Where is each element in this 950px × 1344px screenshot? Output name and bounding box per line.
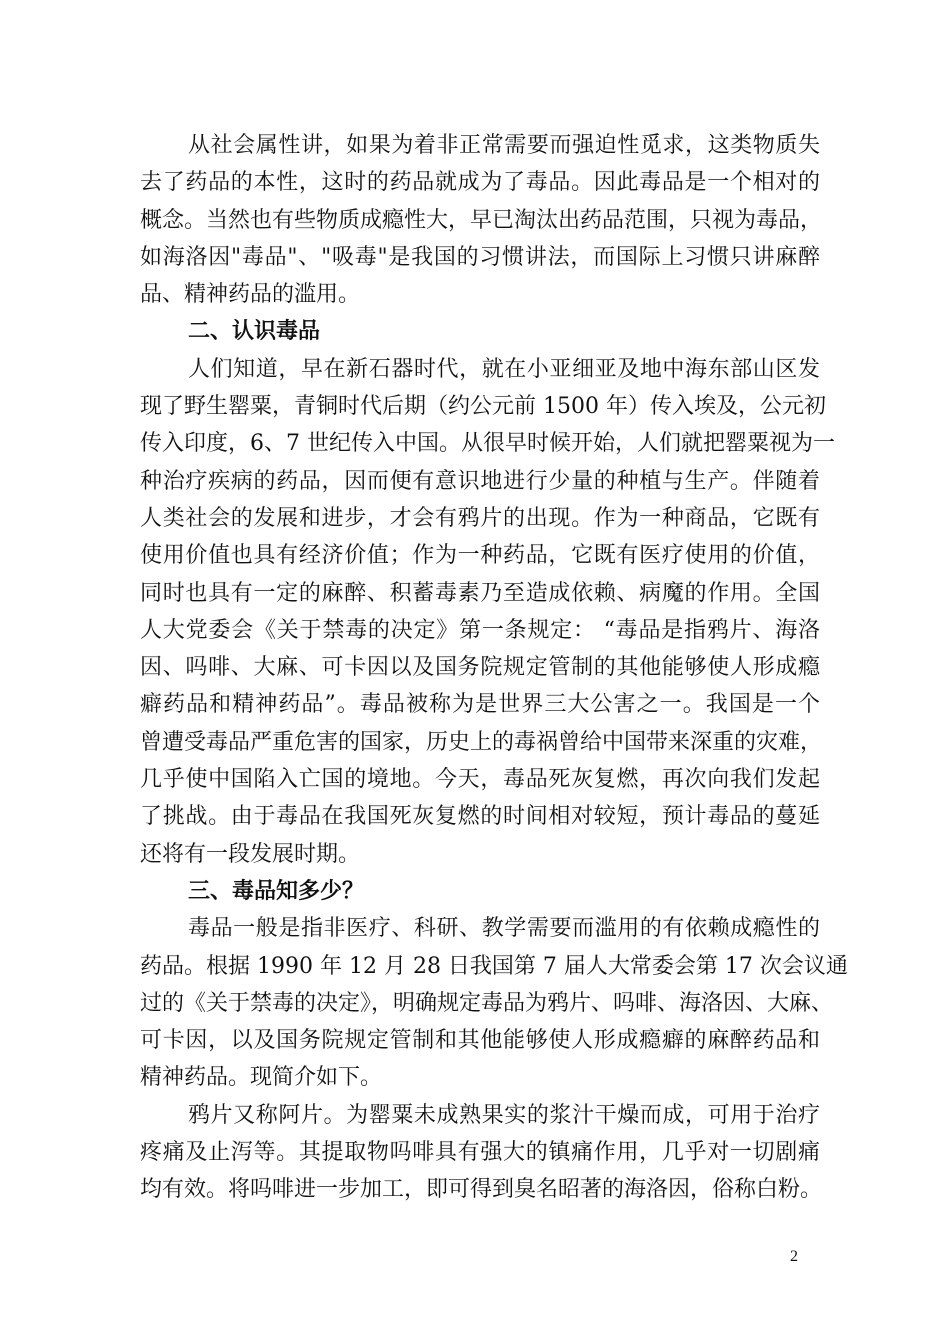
- paragraph-line: 药品。根据 1990 年 12 月 28 日我国第 7 届人大常委会第 17 次会议通: [140, 953, 848, 979]
- paragraph-line: 现了野生罂粟，青铜时代后期（约公元前 1500 年）传入埃及，公元初: [140, 394, 826, 420]
- paragraph: [140, 1097, 823, 1209]
- paragraph-line: 同时也具有一定的麻醉、积蓄毒素乃至造成依赖、病魔的作用。全国: [140, 580, 820, 606]
- paragraph-line: 均有效。将吗啡进一步加工，即可得到臭名昭著的海洛因，俗称白粉。: [140, 1177, 823, 1203]
- document-body: [140, 127, 848, 1209]
- paragraph-line: 人大党委会《关于禁毒的决定》第一条规定： “毒品是指鸦片、海洛: [140, 617, 820, 643]
- paragraph: [140, 127, 823, 313]
- section-heading: 三、毒品知多少？: [188, 877, 365, 904]
- paragraph-line: 疼痛及止泻等。其提取物吗啡具有强大的镇痛作用，几乎对一切剧痛: [140, 1140, 820, 1166]
- paragraph-line: 毒品一般是指非医疗、科研、教学需要而滥用的有依赖成瘾性的: [188, 916, 820, 942]
- paragraph-line: 几乎使中国陷入亡国的境地。今天，毒品死灰复燃，再次向我们发起: [140, 767, 820, 793]
- paragraph-line: 可卡因，以及国务院规定管制和其他能够使人形成瘾癖的麻醉药品和: [140, 1028, 820, 1054]
- paragraph-line: 如海洛因"毒品"、"吸毒"是我国的习惯讲法，而国际上习惯只讲麻醉: [140, 244, 820, 270]
- paragraph-line: 去了药品的本性，这时的药品就成为了毒品。因此毒品是一个相对的: [140, 170, 820, 196]
- paragraph-line: 人们知道，早在新石器时代，就在小亚细亚及地中海东部山区发: [188, 356, 820, 382]
- paragraph-line: 从社会属性讲，如果为着非正常需要而强迫性觅求，这类物质失: [188, 133, 820, 158]
- paragraph-line: 过的《关于禁毒的决定》，明确规定毒品为鸦片、吗啡、海洛因、大麻、: [140, 990, 834, 1016]
- paragraph-line: 概念。当然也有些物质成瘾性大，早已淘汰出药品范围，只视为毒品，: [140, 207, 823, 233]
- section-heading: 二、认识毒品: [188, 318, 321, 345]
- paragraph-line: 使用价值也具有经济价值；作为一种药品，它既有医疗使用的价值，: [140, 543, 820, 569]
- paragraph-line: 了挑战。由于毒品在我国死灰复燃的时间相对较短，预计毒品的蔓延: [140, 804, 820, 830]
- paragraph-line: 种治疗疾病的药品，因而便有意识地进行少量的种植与生产。伴随着: [140, 468, 820, 494]
- paragraph-line: 鸦片又称阿片。为罂粟未成熟果实的浆汁干燥而成，可用于治疗: [188, 1102, 820, 1128]
- paragraph: [140, 351, 835, 873]
- paragraph-line: 传入印度，6、7 世纪传入中国。从很早时候开始，人们就把罂粟视为一: [140, 431, 835, 457]
- paragraph: [140, 910, 848, 1096]
- paragraph-line: 品、精神药品的滥用。: [140, 282, 361, 308]
- paragraph-line: 精神药品。现简介如下。: [140, 1065, 383, 1091]
- paragraph-line: 癖药品和精神药品”。毒品被称为是世界三大公害之一。我国是一个: [140, 692, 820, 718]
- paragraph-line: 曾遭受毒品严重危害的国家，历史上的毒祸曾给中国带来深重的灾难，: [140, 729, 823, 755]
- paragraph-line: 人类社会的发展和进步，才会有鸦片的出现。作为一种商品，它既有: [140, 505, 820, 531]
- page-number: 2: [790, 1248, 798, 1265]
- paragraph-line: 因、吗啡、大麻、可卡因以及国务院规定管制的其他能够使人形成瘾: [140, 655, 820, 681]
- paragraph-line: 还将有一段发展时期。: [140, 841, 361, 867]
